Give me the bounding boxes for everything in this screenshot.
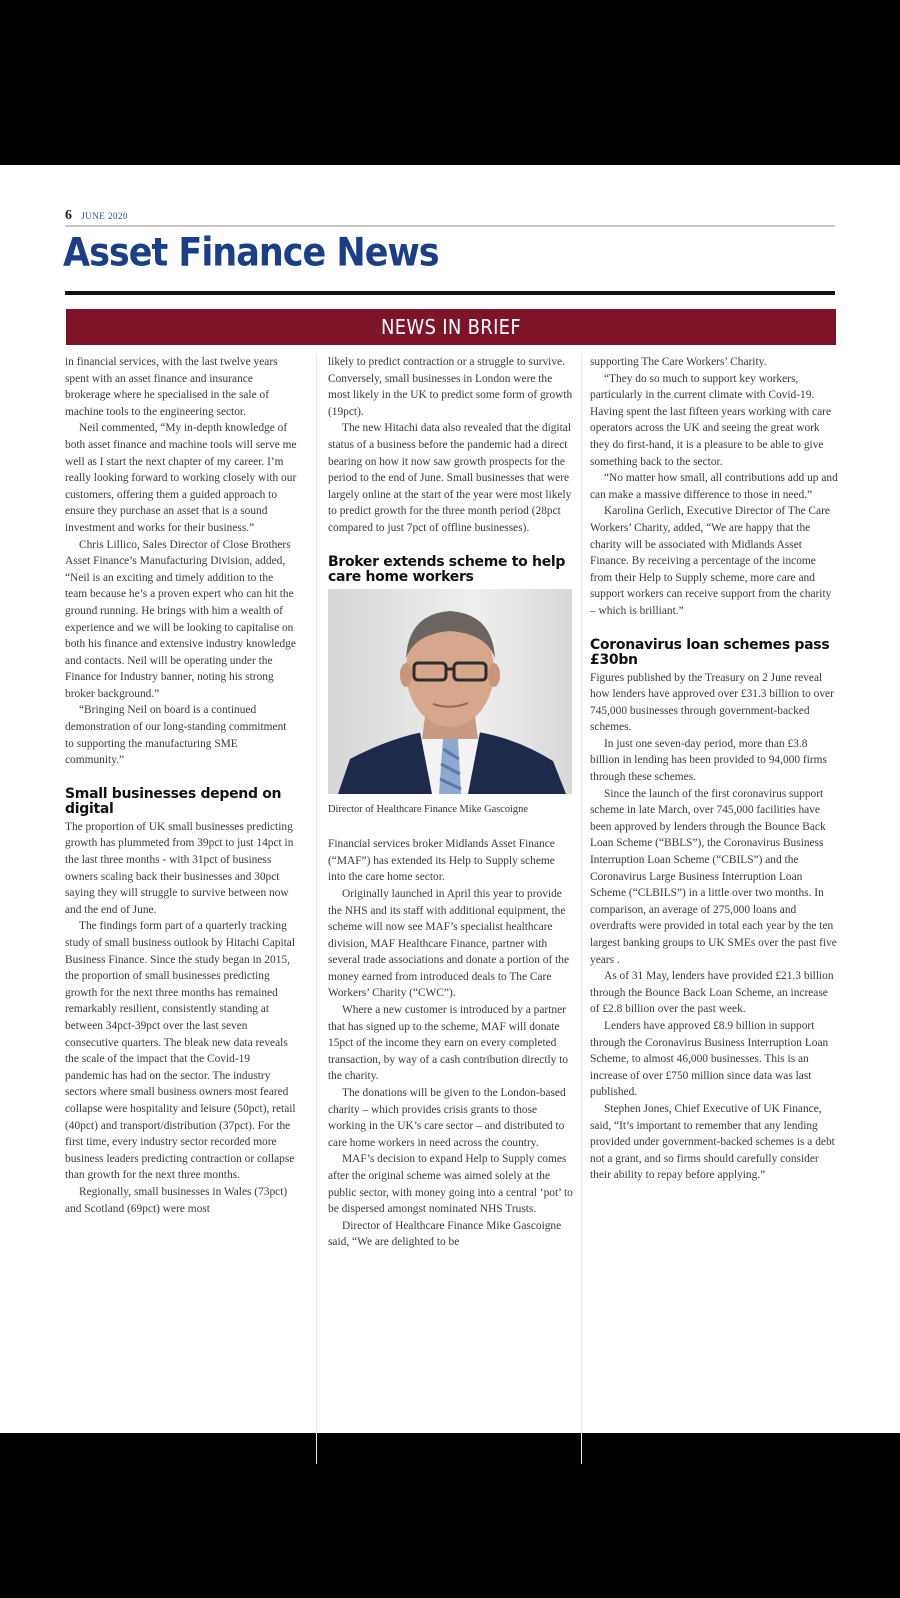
paragraph: MAF’s decision to expand Help to Supply comes after the original scheme was aimed solely at the public sector, with money going into a central ‘pot’ to be dispersed amongst nominated NHS Trusts. <box>328 1153 573 1216</box>
paragraph: In just one seven-day period, more than £3.8 billion in lending has been provided to 94,000 firms through these schemes. <box>590 737 827 784</box>
paragraph: Stephen Jones, Chief Executive of UK Finance, said, “It’s important to remember that any lending provided under government-backed schemes is a debt not a grant, and so firms should carefully consider their ability to repay before applying.” <box>590 1102 835 1182</box>
column-2 <box>328 354 574 1251</box>
paragraph: Financial services broker Midlands Asset Finance (“MAF”) has extended its Help to Supply scheme into the care home sector. <box>328 838 555 884</box>
paragraph: in financial services, with the last twelve years spent with an asset finance and insurance brokerage where he specialised in the sale of machine tools to the engineering sector. <box>65 356 278 418</box>
paragraph: Karolina Gerlich, Executive Director of The Care Workers’ Charity, added, “We are happy that the charity will be associated with Midlands Asset Finance. By receiving a percentage of the income from their Help to Supply scheme, more care and support workers can receive support from the charity – which is brilliant.” <box>590 505 832 617</box>
column-3 <box>590 354 838 1184</box>
article-headline: Small businesses depend on digital <box>65 785 282 817</box>
paragraph: “Bringing Neil on board is a continued demonstration of our long-standing commitment to supporting the manufacturing SME community.” <box>65 704 287 767</box>
person-portrait-image <box>328 589 572 794</box>
issue-date: JUNE 2020 <box>81 211 128 221</box>
paragraph: Since the launch of the first coronavirus support scheme in late March, over 745,000 facilities have been approved by lenders through the Bounce Back Loan Scheme (“BBLS”), the Coronavirus Business Interruption Loan Scheme (“CBILS”) and the Coronavirus Large Business Interruption Loan Scheme (“CLBILS”) in a little over two months. In comparison, an average of 275,000 loans and overdrafts were provided in total each year by the ten largest banking groups to UK SMEs over the past five years . <box>590 787 837 966</box>
article-headline: Broker extends scheme to help care home workers <box>328 553 566 585</box>
paragraph: As of 31 May, lenders have provided £21.3 billion through the Bounce Back Loan Scheme, an increase of £2.8 billion over the past week. <box>590 970 834 1016</box>
paragraph: “They do so much to support key workers, particularly in the current climate with Covid-19. Having spent the last fifteen years working with care operators across the UK and seeing the great work they do first-hand, it is a pleasure to be able to give something back to the sector. <box>590 372 832 468</box>
column-divider <box>581 354 582 1464</box>
paragraph: “No matter how small, all contributions add up and can make a massive difference to those in need.” <box>590 472 838 501</box>
portrait-photo <box>328 589 572 794</box>
paragraph: Director of Healthcare Finance Mike Gascoigne said, “We are delighted to be <box>328 1219 562 1249</box>
paragraph: Regionally, small businesses in Wales (73pct) and Scotland (69pct) were most <box>65 1185 288 1215</box>
column-1 <box>65 354 297 1217</box>
paragraph: Originally launched in April this year to provide the NHS and its staff with additional equipment, the scheme will now see MAF’s specialist healthcare division, MAF Healthcare Finance, partner with several trade associations and donate a portion of the money earned from introduced deals to The Care Workers’ Charity (“CWC”). <box>328 887 570 1000</box>
paragraph: The findings form part of a quarterly tracking study of small business outlook by Hitachi Capital Business Finance. Since the study began in 2015, the proportion of small businesses predicting growth for the next three months has remained remarkably resilient, consistently standing at between 34pct-39pct over the last seven consecutive quarters. The bleak new data reveals the scale of the impact that the Covid-19 pandemic has had on the sector. The industry sectors where small business owners most feared collapse were hospitality and leisure (50pct), retail (40pct) and transport/distribution (37pct). For the first time, every industry sector recorded more business leaders predicting contraction or collapse than growth for the next three months. <box>65 920 296 1182</box>
column-divider <box>316 354 317 1464</box>
top-rule <box>65 225 835 227</box>
paragraph: The proportion of UK small businesses predicting growth has plummeted from 39pct to just 14pct in the last three months - with 31pct of business owners scaling back their businesses and 30pct saying they will struggle to survive between now and the end of June. <box>65 820 294 916</box>
paragraph: Where a new customer is introduced by a partner that has signed up to the scheme, MAF will donate 15pct of the income they earn on every completed transaction, by way of a cash contribution directly to the charity. <box>328 1004 569 1083</box>
paragraph: Lenders have approved £8.9 billion in support through the Coronavirus Business Interruption Loan Scheme, to almost 46,000 businesses. This is an increase of over £750 million since data was last published. <box>590 1019 829 1099</box>
paragraph: The new Hitachi data also revealed that the digital status of a business before the pandemic had a direct bearing on how it now saw growth prospects for the period to the end of June. Small businesses that were largely online at the start of the year were most likely to predict growth for the three month period (28pct compared to just 7pct of offline businesses). <box>328 422 572 534</box>
paragraph: The donations will be given to the London-based charity – which provides crisis grants to those working in the UK’s care sector – and distributed to care home workers in need across the country. <box>328 1087 566 1149</box>
paragraph: supporting The Care Workers’ Charity. <box>590 356 767 368</box>
paragraph: likely to predict contraction or a struggle to survive. Conversely, small businesses in London were the most likely in the UK to predict some form of growth (19pct). <box>328 356 573 418</box>
masthead-rule <box>65 291 835 295</box>
paragraph: Neil commented, “My in-depth knowledge of both asset finance and machine tools will serve me well as I start the next chapter of my career. I’m really looking forward to working closely with our customers, offering them a guided approach to ensure they purchase an asset that is a sound investment and works for their business.” <box>65 422 297 534</box>
magazine-page <box>0 165 900 1433</box>
folio <box>65 207 128 224</box>
article-headline: Coronavirus loan schemes pass £30bn <box>590 636 830 668</box>
paragraph: Chris Lillico, Sales Director of Close Brothers Asset Finance’s Manufacturing Division, added, “Neil is an exciting and timely addition to the team because he’s a proven expert who can hit the ground running. He brings with him a wealth of experience and we will be looking to capitalise on both his finance and extensive industry knowledge and contacts. Neil will be operating under the Finance for Industry banner, noting his strong broker background.” <box>65 538 296 700</box>
paragraph: Figures published by the Treasury on 2 June reveal how lenders have approved over £31.3 billion to over 745,000 businesses through government-backed schemes. <box>590 671 834 734</box>
masthead-title: Asset Finance News <box>63 231 439 276</box>
photo-caption: Director of Healthcare Finance Mike Gascoigne <box>328 803 528 815</box>
page-number: 6 <box>65 208 72 223</box>
section-banner: NEWS IN BRIEF <box>66 309 836 345</box>
